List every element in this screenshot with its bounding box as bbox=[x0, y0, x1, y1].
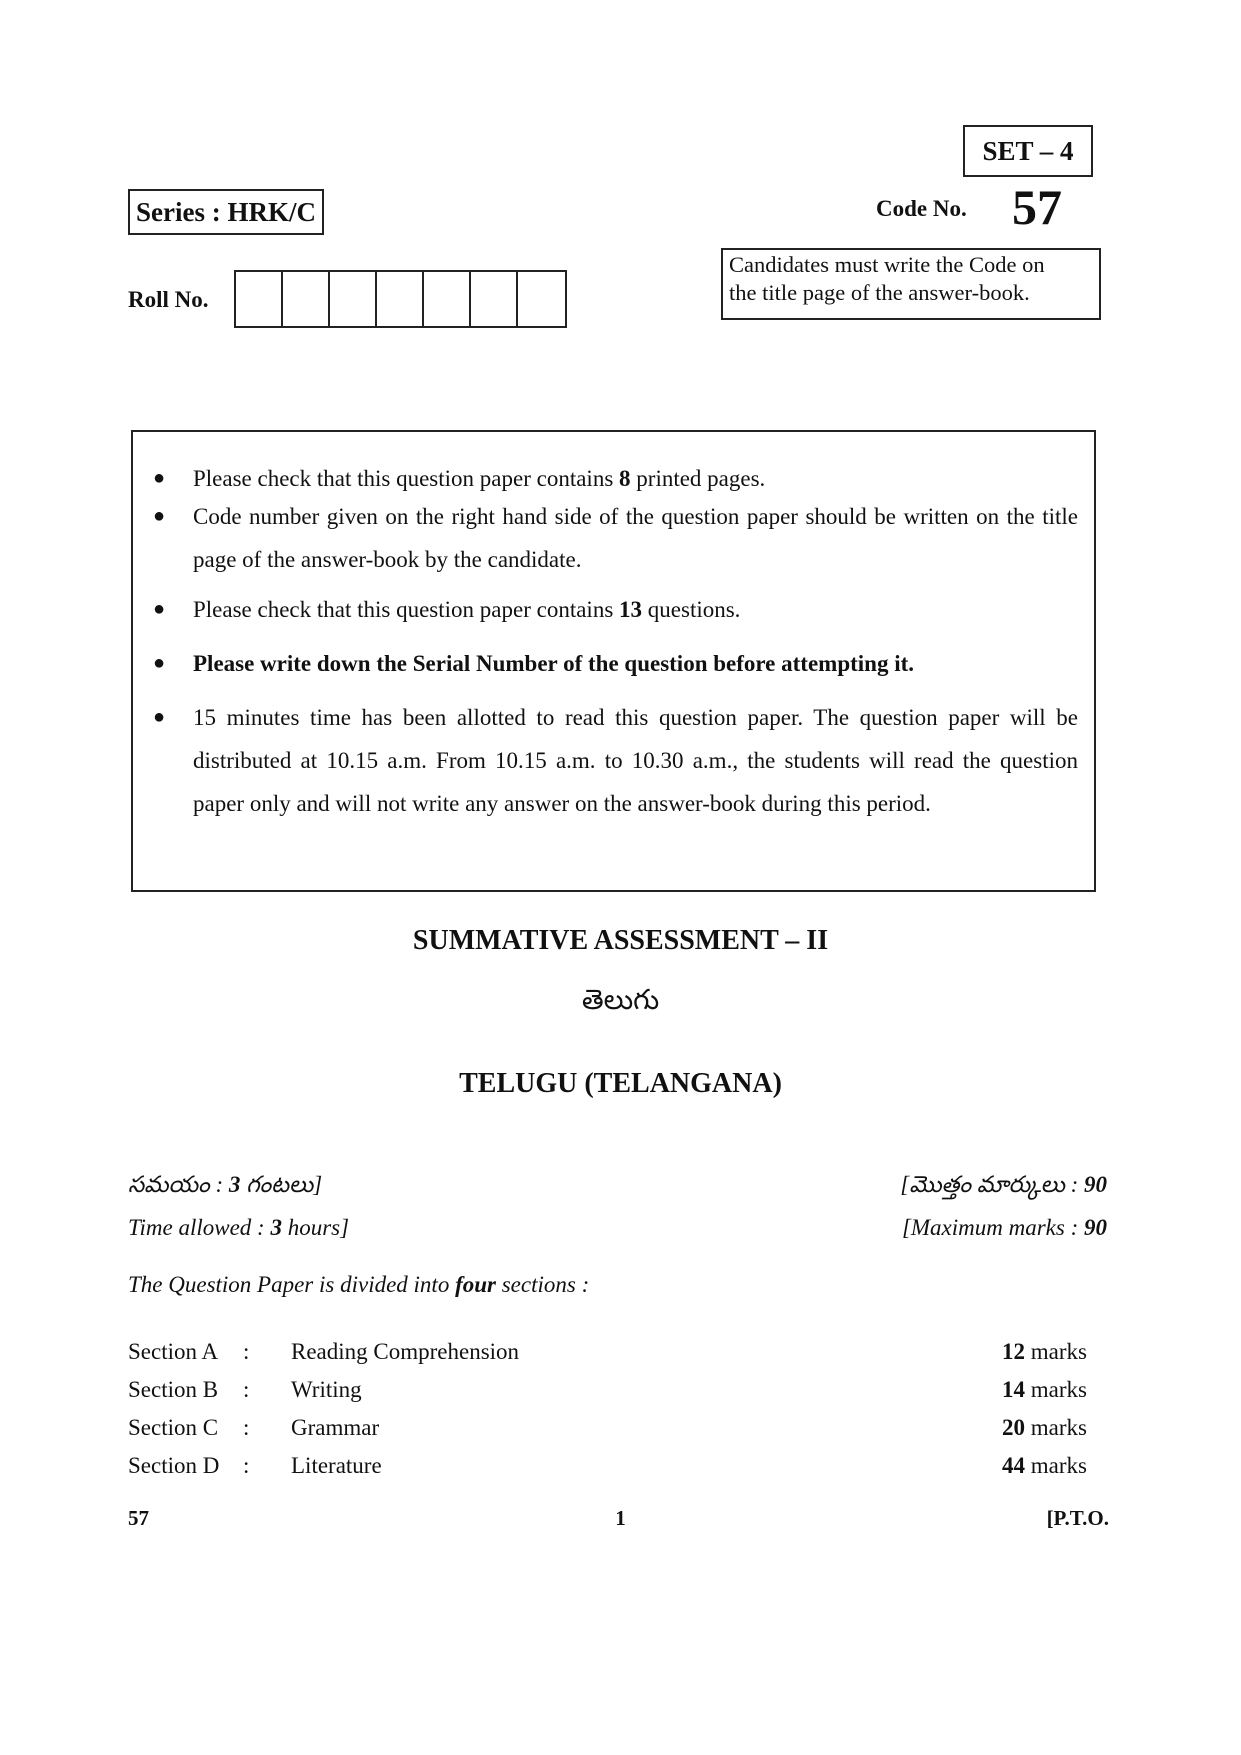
bullet-icon: ● bbox=[153, 505, 166, 527]
telugu-time-text: సమయం : bbox=[128, 1172, 229, 1197]
pto-label: [P.T.O. bbox=[1046, 1506, 1109, 1530]
candidates-note-line-1: Candidates must write the Code on bbox=[729, 252, 1045, 277]
time-value: 3 bbox=[270, 1215, 282, 1240]
candidates-note bbox=[721, 248, 1101, 320]
instruction-item bbox=[153, 495, 1078, 581]
instruction-bold: 13 bbox=[619, 597, 643, 622]
instruction-text: questions. bbox=[642, 597, 741, 622]
bullet-icon: ● bbox=[153, 467, 166, 489]
code-label: Code No. bbox=[876, 196, 967, 221]
section-marks-value: 44 bbox=[1002, 1453, 1026, 1478]
bullet-icon: ● bbox=[153, 652, 166, 674]
roll-number-cell bbox=[236, 272, 283, 326]
roll-number-cell bbox=[518, 272, 565, 326]
time-allowed bbox=[128, 1215, 349, 1241]
section-marks-value: 12 bbox=[1002, 1339, 1026, 1364]
section-marks-unit: marks bbox=[1025, 1453, 1087, 1478]
instruction-text: Code number given on the right hand side of the question paper should be written on the title page of the answer-book by the candidate. bbox=[193, 504, 1078, 572]
section-name: Grammar bbox=[291, 1415, 380, 1440]
instruction-item bbox=[153, 642, 1078, 685]
instruction-bold: 8 bbox=[619, 466, 631, 491]
instructions-box bbox=[131, 430, 1096, 892]
roll-number-cell bbox=[377, 272, 424, 326]
division-text: The Question Paper is divided into bbox=[128, 1272, 456, 1297]
assessment-title: SUMMATIVE ASSESSMENT – II bbox=[412, 925, 829, 956]
telugu-marks-text: [మొత్తం మార్కులు : bbox=[900, 1172, 1084, 1197]
division-text: sections : bbox=[495, 1272, 590, 1297]
telugu-title: తెలుగు bbox=[581, 985, 660, 1016]
roll-number-cell bbox=[471, 272, 518, 326]
section-label: Section C bbox=[128, 1415, 219, 1440]
section-marks bbox=[1002, 1339, 1087, 1365]
bullet-icon: ● bbox=[153, 598, 166, 620]
section-marks bbox=[1002, 1415, 1087, 1441]
telugu-time-value: 3 bbox=[228, 1172, 241, 1197]
section-name: Literature bbox=[291, 1453, 382, 1478]
section-colon: : bbox=[243, 1339, 250, 1364]
telugu-time-text: గంటలు] bbox=[240, 1172, 323, 1197]
section-name: Writing bbox=[291, 1377, 362, 1402]
instruction-item bbox=[153, 457, 1078, 500]
instruction-text: printed pages. bbox=[630, 466, 766, 491]
section-colon: : bbox=[243, 1453, 250, 1478]
page-number: 1 bbox=[615, 1506, 626, 1530]
section-marks-value: 14 bbox=[1002, 1377, 1026, 1402]
roll-number-boxes bbox=[234, 270, 567, 328]
section-label: Section B bbox=[128, 1377, 219, 1402]
instruction-item bbox=[153, 588, 1078, 631]
section-marks bbox=[1002, 1453, 1087, 1479]
section-label: Section A bbox=[128, 1339, 219, 1364]
telugu-marks-value: 90 bbox=[1084, 1172, 1107, 1197]
marks-text: [Maximum marks : bbox=[901, 1215, 1084, 1240]
roll-number-cell bbox=[424, 272, 471, 326]
maximum-marks bbox=[902, 1215, 1107, 1241]
roll-number-cell bbox=[330, 272, 377, 326]
section-marks-value: 20 bbox=[1002, 1415, 1026, 1440]
section-label: Section D bbox=[128, 1453, 220, 1478]
section-marks-unit: marks bbox=[1025, 1377, 1087, 1402]
division-note bbox=[128, 1272, 589, 1298]
roll-number-label: Roll No. bbox=[128, 287, 209, 312]
instruction-item bbox=[153, 696, 1078, 825]
subject-title: TELUGU (TELANGANA) bbox=[459, 1068, 782, 1099]
set-number-box: SET – 4 bbox=[963, 125, 1093, 177]
candidates-note-line-2: the title page of the answer-book. bbox=[729, 280, 1030, 305]
roll-number-cell bbox=[283, 272, 330, 326]
section-colon: : bbox=[243, 1415, 250, 1440]
time-text: hours] bbox=[281, 1215, 350, 1240]
instruction-bold: Please write down the Serial Number of the question before attempting it. bbox=[193, 651, 915, 676]
section-colon: : bbox=[243, 1377, 250, 1402]
section-name: Reading Comprehension bbox=[291, 1339, 520, 1364]
instruction-text: Please check that this question paper contains bbox=[193, 597, 620, 622]
section-marks-unit: marks bbox=[1025, 1415, 1087, 1440]
instruction-text: 15 minutes time has been allotted to read this question paper. The question paper will be distributed at 10.15 a.m. From 10.15 a.m. to 10.30 a.m., the students will read the question paper only and will not write any answer on the answer-book during this period. bbox=[193, 705, 1078, 816]
section-marks bbox=[1002, 1377, 1087, 1403]
telugu-time-allowed bbox=[128, 1172, 322, 1204]
instruction-text: Please check that this question paper contains bbox=[193, 466, 620, 491]
time-text: Time allowed : bbox=[128, 1215, 271, 1240]
marks-value: 90 bbox=[1084, 1215, 1107, 1240]
bullet-icon: ● bbox=[153, 706, 166, 728]
division-count: four bbox=[455, 1272, 496, 1297]
series-label: Series : HRK/C bbox=[128, 189, 324, 235]
section-marks-unit: marks bbox=[1025, 1339, 1087, 1364]
footer-code: 57 bbox=[128, 1506, 149, 1530]
code-number: 57 bbox=[1012, 179, 1062, 235]
telugu-max-marks bbox=[900, 1172, 1107, 1204]
